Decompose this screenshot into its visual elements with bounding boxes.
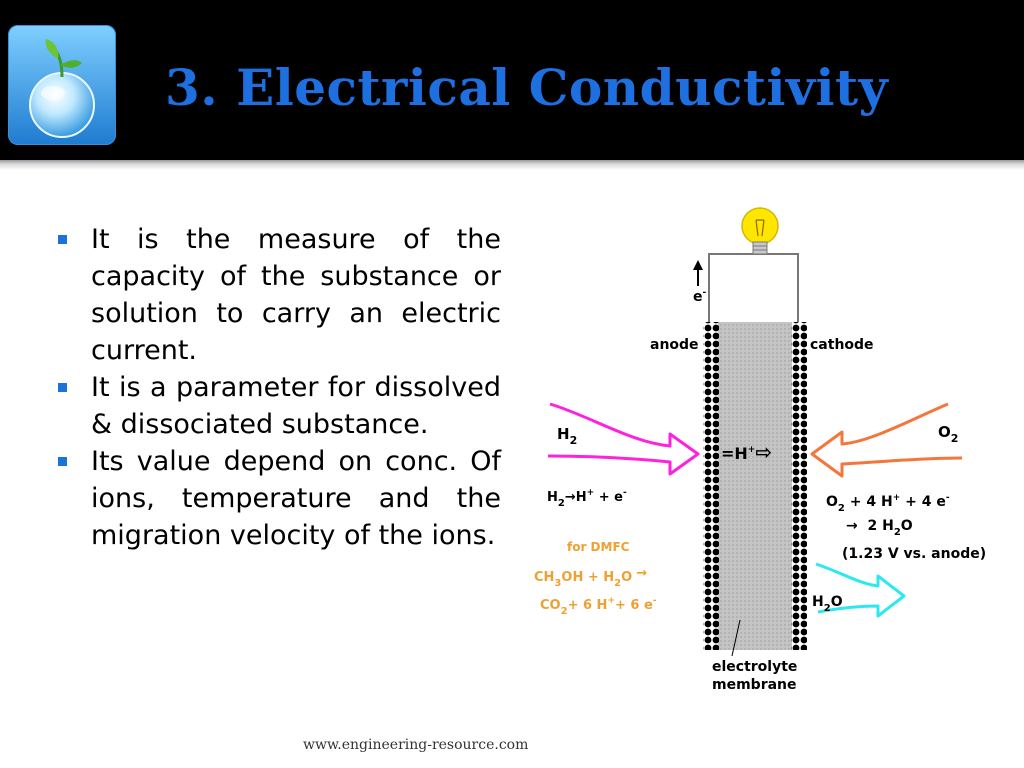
bullet-square-icon: [58, 457, 67, 466]
bullet-item-3: [56, 443, 501, 554]
cathode-label: cathode: [810, 337, 874, 353]
bullet-square-icon: [58, 235, 67, 244]
header-divider: [0, 160, 1024, 170]
globe-leaf-icon: [8, 25, 116, 145]
water-label: $H_2O$: [812, 594, 843, 614]
bullet-text-2: It is a parameter for dissolved & dissociated substance.: [91, 372, 501, 440]
electron-label: e-: [693, 288, 707, 305]
bullet-text-3: Its value depend on conc. Of ions, temperature and the migration velocity of the ions.: [91, 446, 501, 551]
membrane-label-line1: electrolyte: [712, 659, 798, 675]
bullet-list: [56, 221, 501, 554]
anode-label: anode: [650, 337, 699, 353]
proton-flow-label: =H+⇨: [721, 440, 773, 464]
bullet-item-2: [56, 369, 501, 443]
dmfc-label: for DMFC: [567, 540, 630, 554]
cathode-reaction-line1: $O_2 + 4$ H+ + 4 e-: [826, 493, 950, 514]
electron-up-arrow: [693, 260, 703, 286]
oxygen-label: $O_2$: [938, 423, 959, 445]
bullet-text-1: It is the measure of the capacity of the substance or solution to carry an electric current.: [91, 224, 501, 366]
cathode-potential: (1.23 V vs. anode): [842, 546, 987, 562]
slide-title: 3. Electrical Conductivity: [165, 58, 889, 117]
membrane-label-line2: membrane: [712, 677, 797, 693]
circuit-wire: [709, 254, 798, 322]
bullet-item-1: [56, 221, 501, 369]
fuel-cell-diagram: [520, 180, 1010, 700]
light-bulb-icon: [742, 208, 778, 254]
cathode-electrode: [791, 322, 807, 650]
footer-url: www.engineering-resource.com: [303, 737, 529, 753]
bullet-square-icon: [58, 383, 67, 392]
hydrogen-label: $H_2$: [557, 425, 578, 447]
dmfc-reaction-line2: $CO_2+ 6$ H++ 6 e-: [540, 596, 657, 617]
electrolyte-membrane: [718, 322, 792, 650]
anode-reaction: $H_2\to H^+ + e^-$: [547, 488, 627, 509]
cathode-reaction-line2: → 2 $H_2O$: [846, 518, 913, 538]
anode-electrode: [703, 322, 719, 650]
dmfc-reaction-line1: $CH_3OH + H_2O$ →: [534, 566, 648, 589]
logo: [8, 25, 116, 145]
